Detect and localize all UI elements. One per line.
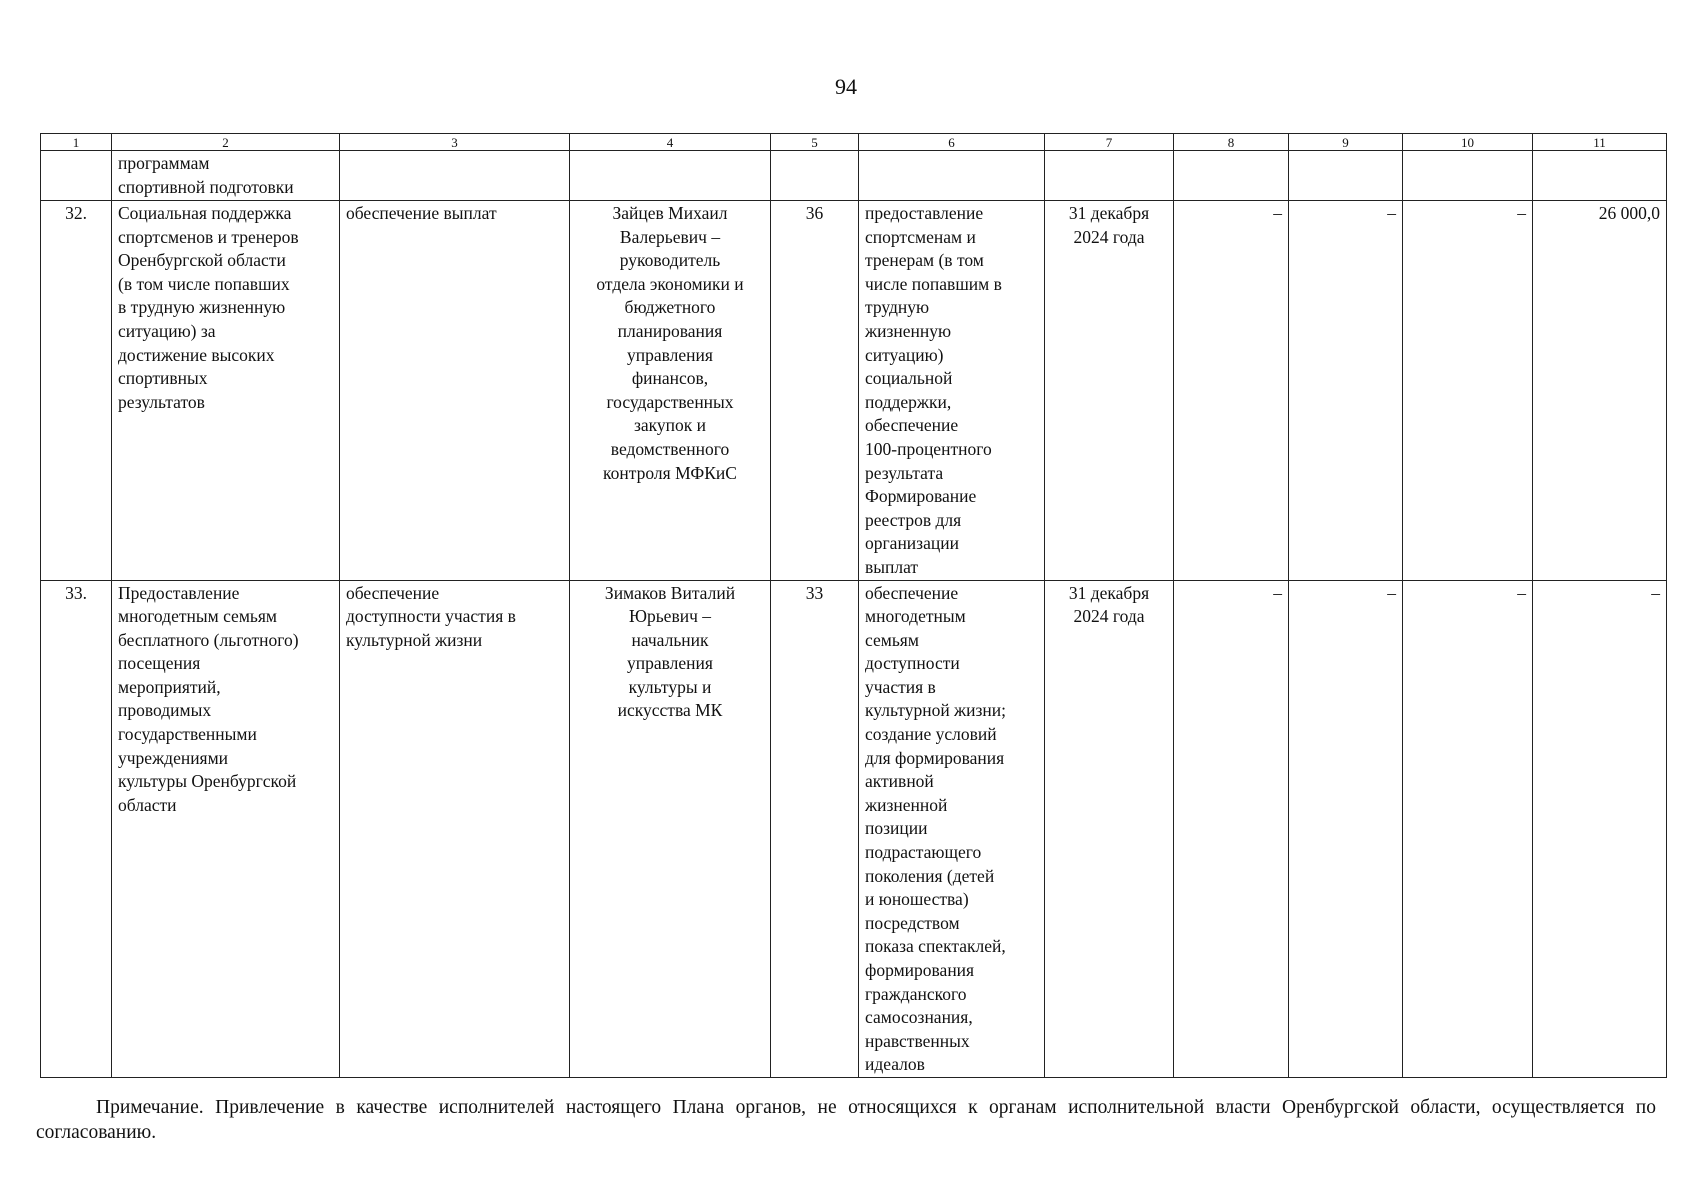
cell-name-continuation bbox=[112, 151, 340, 201]
cell-empty bbox=[340, 151, 570, 201]
column-number: 7 bbox=[1045, 134, 1174, 151]
column-number: 10 bbox=[1403, 134, 1533, 151]
deadline-text: 31 декабря 2024 года bbox=[1068, 582, 1150, 627]
responsible-text: Зайцев Михаил Валерьевич – руководитель отдела экономики и бюджетного планирования управления финансов, государственных закупок и ведомственного контроля МФКиС bbox=[596, 203, 744, 483]
deadline-text: 31 декабря 2024 года bbox=[1068, 203, 1150, 247]
cell-col8: – bbox=[1174, 201, 1289, 581]
cell-empty bbox=[570, 151, 771, 201]
column-number: 8 bbox=[1174, 134, 1289, 151]
cell-row-number: 33. bbox=[41, 580, 112, 1077]
column-number: 6 bbox=[859, 134, 1045, 151]
column-number: 9 bbox=[1289, 134, 1403, 151]
page-number: 94 bbox=[835, 74, 857, 99]
result-text: обеспечение многодетным семьям доступности участия в культурной жизни; создание условий для формирования активной жизненной позиции подрастающего поколения (детей и юношества) посредством показа спектаклей, формирования гражданского самосознания, нравственных идеалов bbox=[865, 582, 1007, 1075]
cell-measure-name bbox=[112, 201, 340, 581]
cell-col9: – bbox=[1289, 201, 1403, 581]
cell-direction bbox=[340, 201, 570, 581]
footnote: Примечание. Привлечение в качестве исполнителей настоящего Плана органов, не относящихся к органам исполнительной власти Оренбургской области, осуществляется по согласованию. bbox=[36, 1097, 1656, 1143]
cell-col11: 26 000,0 bbox=[1533, 201, 1667, 581]
cell-empty bbox=[1045, 151, 1174, 201]
cell-deadline bbox=[1045, 201, 1174, 581]
column-number: 11 bbox=[1533, 134, 1667, 151]
cell-result bbox=[859, 201, 1045, 581]
column-number-row bbox=[41, 134, 1667, 151]
responsible-text: Зимаков Виталий Юрьевич – начальник управления культуры и искусства МК bbox=[604, 582, 736, 721]
cell-col11: – bbox=[1533, 580, 1667, 1077]
cell-col10: – bbox=[1403, 580, 1533, 1077]
cell-code: 36 bbox=[771, 201, 859, 581]
cell-empty bbox=[1403, 151, 1533, 201]
cell-code: 33 bbox=[771, 580, 859, 1077]
cell-result bbox=[859, 580, 1045, 1077]
continuation-row bbox=[41, 151, 1667, 201]
cell-responsible bbox=[570, 580, 771, 1077]
column-number: 3 bbox=[340, 134, 570, 151]
plan-table bbox=[40, 133, 1667, 1078]
column-number: 4 bbox=[570, 134, 771, 151]
direction-text: обеспечение доступности участия в культурной жизни bbox=[346, 582, 516, 650]
measure-name: Социальная поддержка спортсменов и тренеров Оренбургской области (в том числе попавших в трудную жизненную ситуацию) за достижение высоких спортивных результатов bbox=[118, 203, 299, 412]
result-text: предоставление спортсменам и тренерам (в том числе попавшим в трудную жизненную ситуацию) социальной поддержки, обеспечение 100-процентного результата Формирование реестров для организации выплат bbox=[865, 203, 1002, 577]
cell-empty bbox=[1289, 151, 1403, 201]
cell-col10: – bbox=[1403, 201, 1533, 581]
cell-direction bbox=[340, 580, 570, 1077]
cell-empty bbox=[1174, 151, 1289, 201]
cell-col8: – bbox=[1174, 580, 1289, 1077]
cell-col9: – bbox=[1289, 580, 1403, 1077]
table-row bbox=[41, 201, 1667, 581]
cell-deadline bbox=[1045, 580, 1174, 1077]
cell-empty bbox=[771, 151, 859, 201]
cell-empty bbox=[41, 151, 112, 201]
measure-name: Предоставление многодетным семьям бесплатного (льготного) посещения мероприятий, проводимых государственными учреждениями культуры Оренбургской области bbox=[118, 582, 299, 815]
direction-text: обеспечение выплат bbox=[346, 203, 497, 223]
continuation-text: программам спортивной подготовки bbox=[118, 153, 294, 197]
cell-empty bbox=[1533, 151, 1667, 201]
cell-empty bbox=[859, 151, 1045, 201]
column-number: 2 bbox=[112, 134, 340, 151]
cell-measure-name bbox=[112, 580, 340, 1077]
column-number: 1 bbox=[41, 134, 112, 151]
table-row bbox=[41, 580, 1667, 1077]
cell-responsible bbox=[570, 201, 771, 581]
cell-row-number: 32. bbox=[41, 201, 112, 581]
column-number: 5 bbox=[771, 134, 859, 151]
